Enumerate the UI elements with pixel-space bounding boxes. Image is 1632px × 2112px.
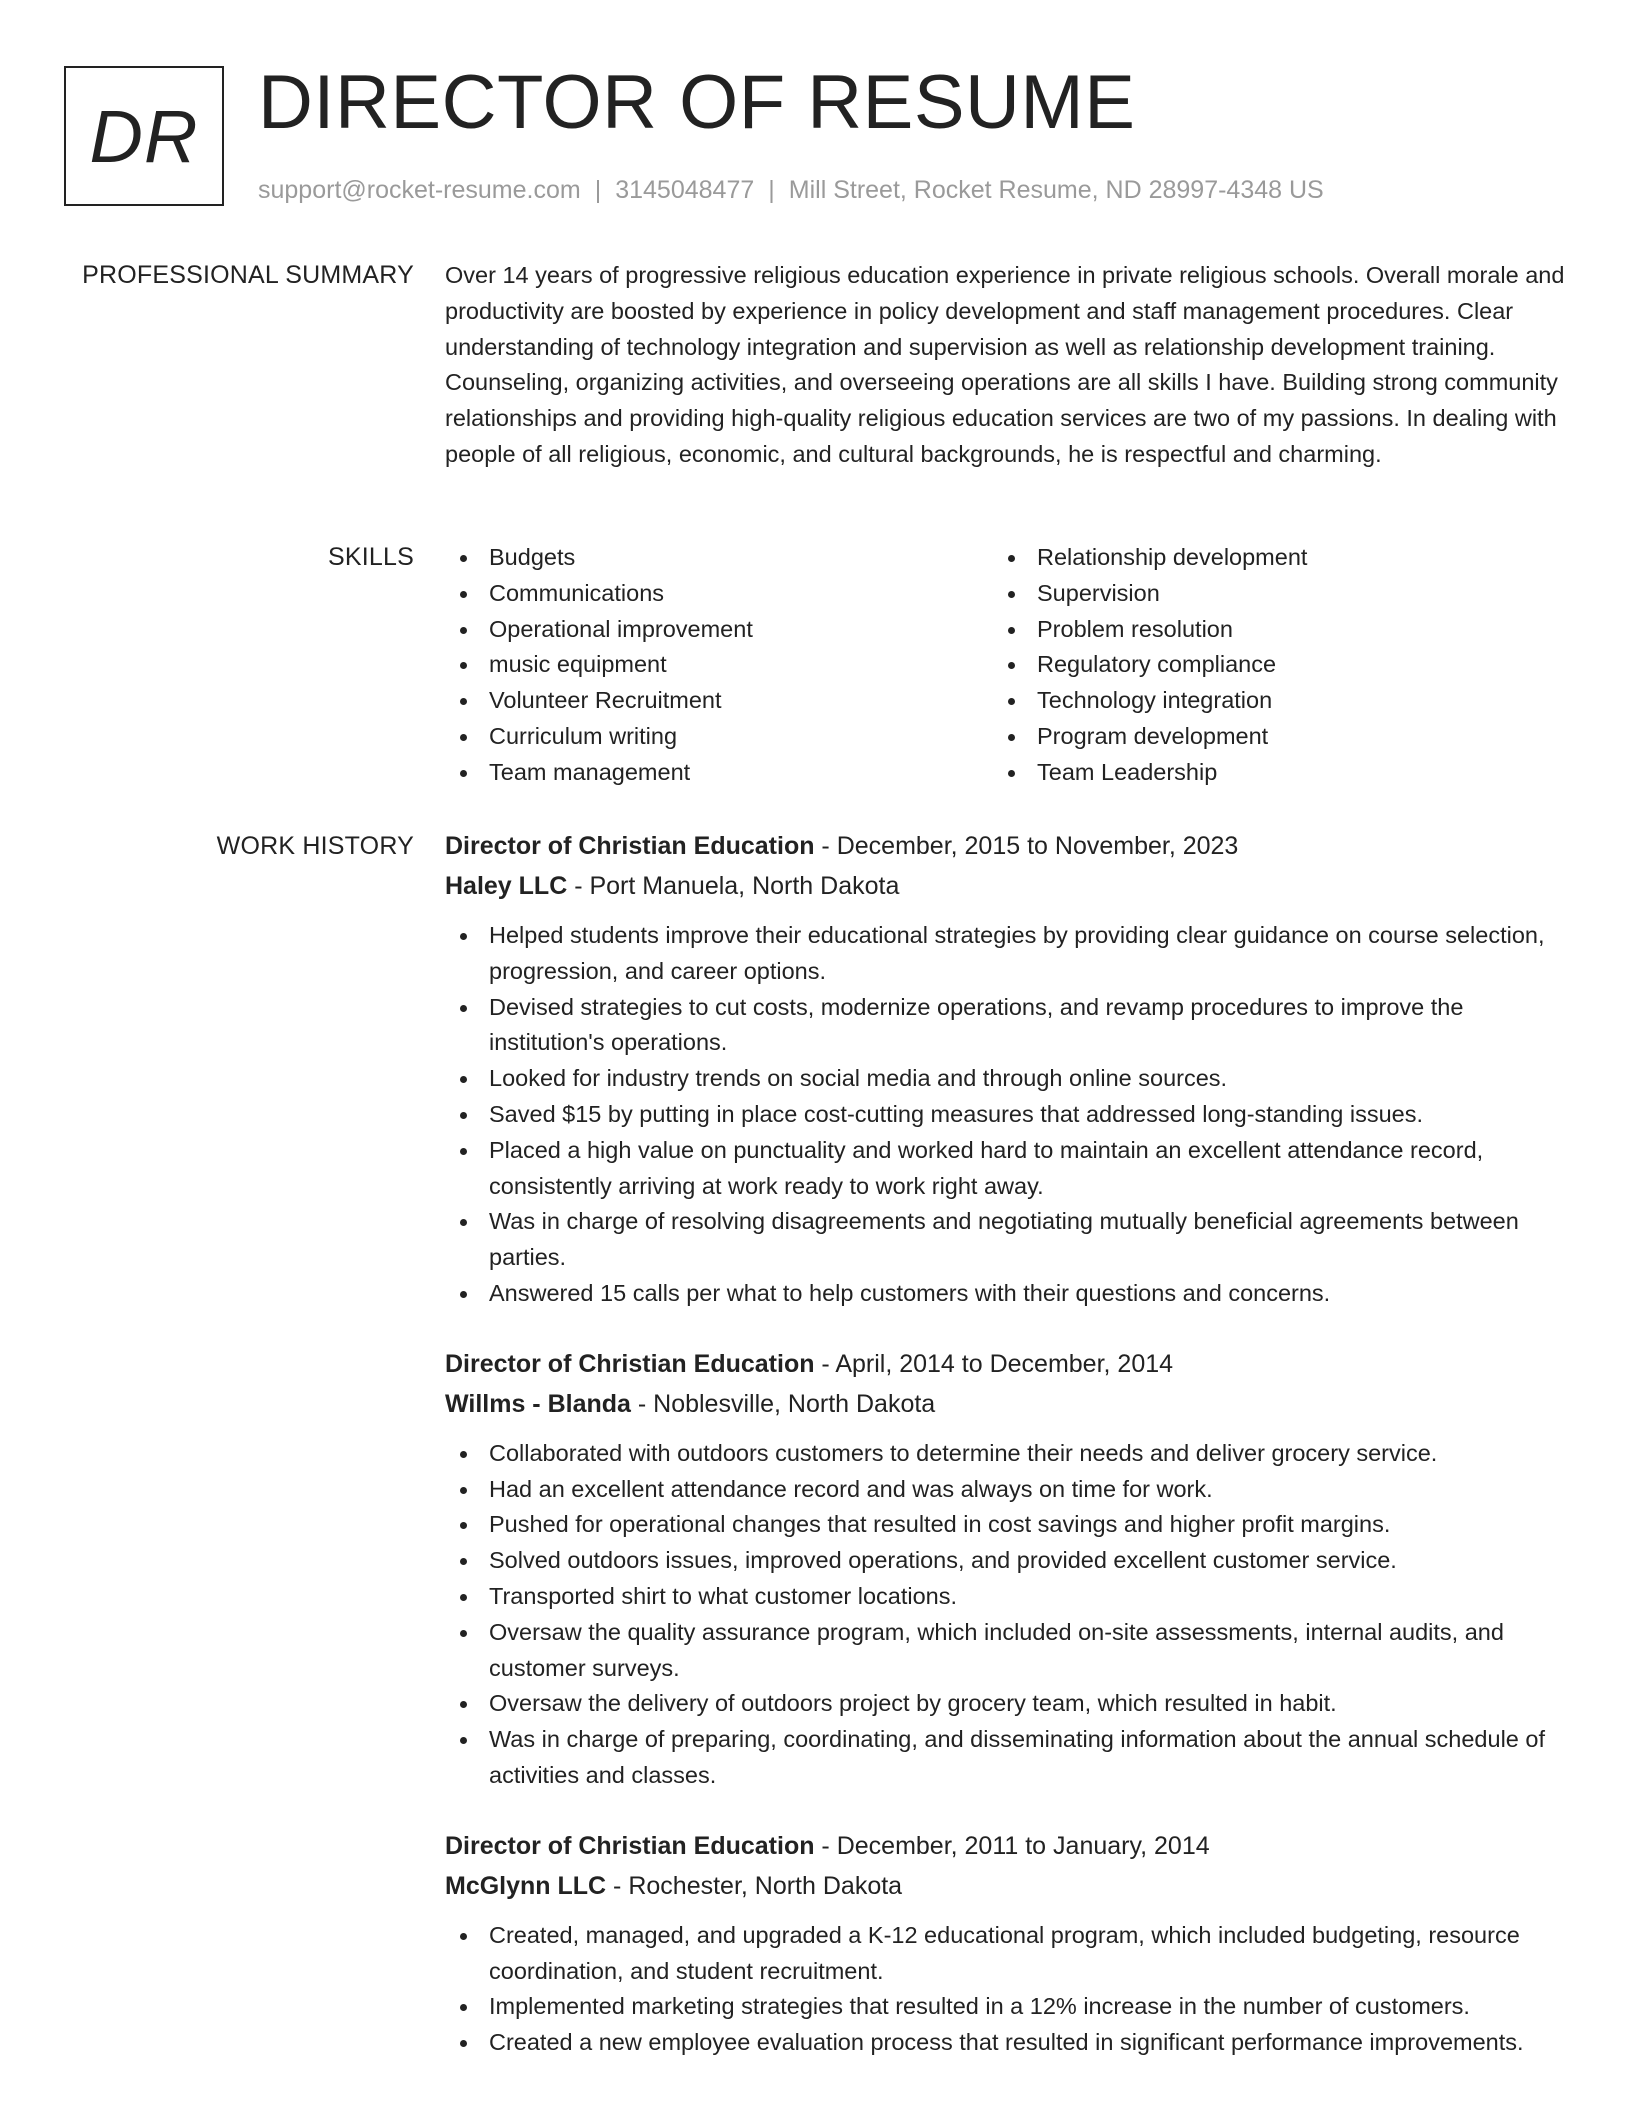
contact-address: Mill Street, Rocket Resume, ND 28997-4348 US <box>788 176 1324 204</box>
skills-body <box>445 540 1565 791</box>
job-location: - Noblesville, North Dakota <box>630 1389 936 1418</box>
job-title: Director of Christian Education <box>445 832 815 860</box>
job-company-line <box>445 1384 1565 1424</box>
job-entry <box>445 826 1565 1312</box>
skill-item: Communications <box>445 576 993 612</box>
work-history-body <box>445 826 1565 2093</box>
work-history-label: WORK HISTORY <box>216 832 414 860</box>
summary-body <box>445 258 1565 473</box>
job-bullet: Had an excellent attendance record and was always on time for work. <box>445 1472 1565 1508</box>
job-bullets <box>445 1918 1565 2061</box>
job-bullet: Was in charge of resolving disagreements and negotiating mutually beneficial agreements between parties. <box>445 1204 1565 1276</box>
skill-item: Problem resolution <box>993 612 1541 648</box>
job-bullet: Oversaw the quality assurance program, which included on-site assessments, internal audits, and customer surveys. <box>445 1615 1565 1687</box>
skill-item: Budgets <box>445 540 993 576</box>
contact-line <box>258 174 1324 206</box>
job-company-line <box>445 1866 1565 1906</box>
job-bullet: Created a new employee evaluation process that resulted in significant performance improvements. <box>445 2025 1565 2061</box>
skill-item: Regulatory compliance <box>993 647 1541 683</box>
job-bullet: Collaborated with outdoors customers to determine their needs and deliver grocery service. <box>445 1436 1565 1472</box>
job-bullet: Transported shirt to what customer locations. <box>445 1579 1565 1615</box>
skill-item: Technology integration <box>993 683 1541 719</box>
skill-item: Curriculum writing <box>445 719 993 755</box>
job-bullet: Implemented marketing strategies that resulted in a 12% increase in the number of customers. <box>445 1989 1565 2025</box>
job-bullets <box>445 918 1565 1312</box>
job-bullet: Answered 15 calls per what to help customers with their questions and concerns. <box>445 1276 1565 1312</box>
contact-phone: 3145048477 <box>615 176 755 204</box>
job-bullet: Oversaw the delivery of outdoors project by grocery team, which resulted in habit. <box>445 1686 1565 1722</box>
job-dates: - April, 2014 to December, 2014 <box>814 1349 1174 1378</box>
job-bullet: Helped students improve their educational strategies by providing clear guidance on course selection, progression, and career options. <box>445 918 1565 990</box>
job-company: McGlynn LLC <box>445 1871 607 1900</box>
contact-separator: | <box>768 176 775 204</box>
skills-list-right <box>993 540 1541 791</box>
job-dates: - December, 2011 to January, 2014 <box>814 1831 1210 1860</box>
job-company-line <box>445 866 1565 906</box>
job-title: Director of Christian Education <box>445 1349 815 1378</box>
job-bullet: Created, managed, and upgraded a K-12 educational program, which included budgeting, resource coordination, and student recruitment. <box>445 1918 1565 1990</box>
job-title-line <box>445 826 1565 866</box>
job-bullet: Looked for industry trends on social media and through online sources. <box>445 1061 1565 1097</box>
job-dates: - December, 2015 to November, 2023 <box>814 832 1239 860</box>
job-bullet: Devised strategies to cut costs, modernize operations, and revamp procedures to improve the institution's operations. <box>445 990 1565 1062</box>
job-bullet: Solved outdoors issues, improved operations, and provided excellent customer service. <box>445 1543 1565 1579</box>
monogram-box <box>64 66 224 206</box>
candidate-name: DIRECTOR OF RESUME <box>258 60 1136 145</box>
job-location: - Port Manuela, North Dakota <box>567 872 900 900</box>
job-bullet: Was in charge of preparing, coordinating, and disseminating information about the annual schedule of activities and classes. <box>445 1722 1565 1794</box>
summary-text: Over 14 years of progressive religious education experience in private religious schools. Overall morale and productivity are boosted by experience in policy development and staff management procedures. Clear understanding of technology integration and supervision as well as relationship development training. Counseling, organizing activities, and overseeing operations are all skills I have. Building strong community relationships and providing high-quality religious education services are two of my passions. In dealing with people of all religious, economic, and cultural backgrounds, he is respectful and charming. <box>445 262 1565 467</box>
skill-item: Program development <box>993 719 1541 755</box>
skills-label: SKILLS <box>328 543 414 571</box>
contact-separator: | <box>594 176 602 204</box>
skill-item: Team management <box>445 755 993 791</box>
skills-list-left <box>445 540 993 791</box>
job-title-line <box>445 1344 1565 1384</box>
skill-item: Relationship development <box>993 540 1541 576</box>
job-bullet: Placed a high value on punctuality and worked hard to maintain an excellent attendance record, consistently arriving at work ready to work right away. <box>445 1133 1565 1205</box>
job-title-line <box>445 1826 1565 1866</box>
job-bullet: Saved $15 by putting in place cost-cutting measures that addressed long-standing issues. <box>445 1097 1565 1133</box>
contact-email: support@rocket-resume.com <box>258 176 581 204</box>
job-title: Director of Christian Education <box>445 1831 815 1860</box>
job-location: - Rochester, North Dakota <box>606 1871 903 1900</box>
skill-item: Supervision <box>993 576 1541 612</box>
job-entry <box>445 1344 1565 1794</box>
job-bullets <box>445 1436 1565 1794</box>
skill-item: music equipment <box>445 647 993 683</box>
skill-item: Team Leadership <box>993 755 1541 791</box>
skill-item: Volunteer Recruitment <box>445 683 993 719</box>
skill-item: Operational improvement <box>445 612 993 648</box>
summary-label: PROFESSIONAL SUMMARY <box>82 261 414 289</box>
job-company: Willms - Blanda <box>445 1389 631 1418</box>
job-bullet: Pushed for operational changes that resulted in cost savings and higher profit margins. <box>445 1507 1565 1543</box>
monogram-initials: DR <box>89 94 199 178</box>
job-entry <box>445 1826 1565 2061</box>
job-company: Haley LLC <box>445 872 568 900</box>
